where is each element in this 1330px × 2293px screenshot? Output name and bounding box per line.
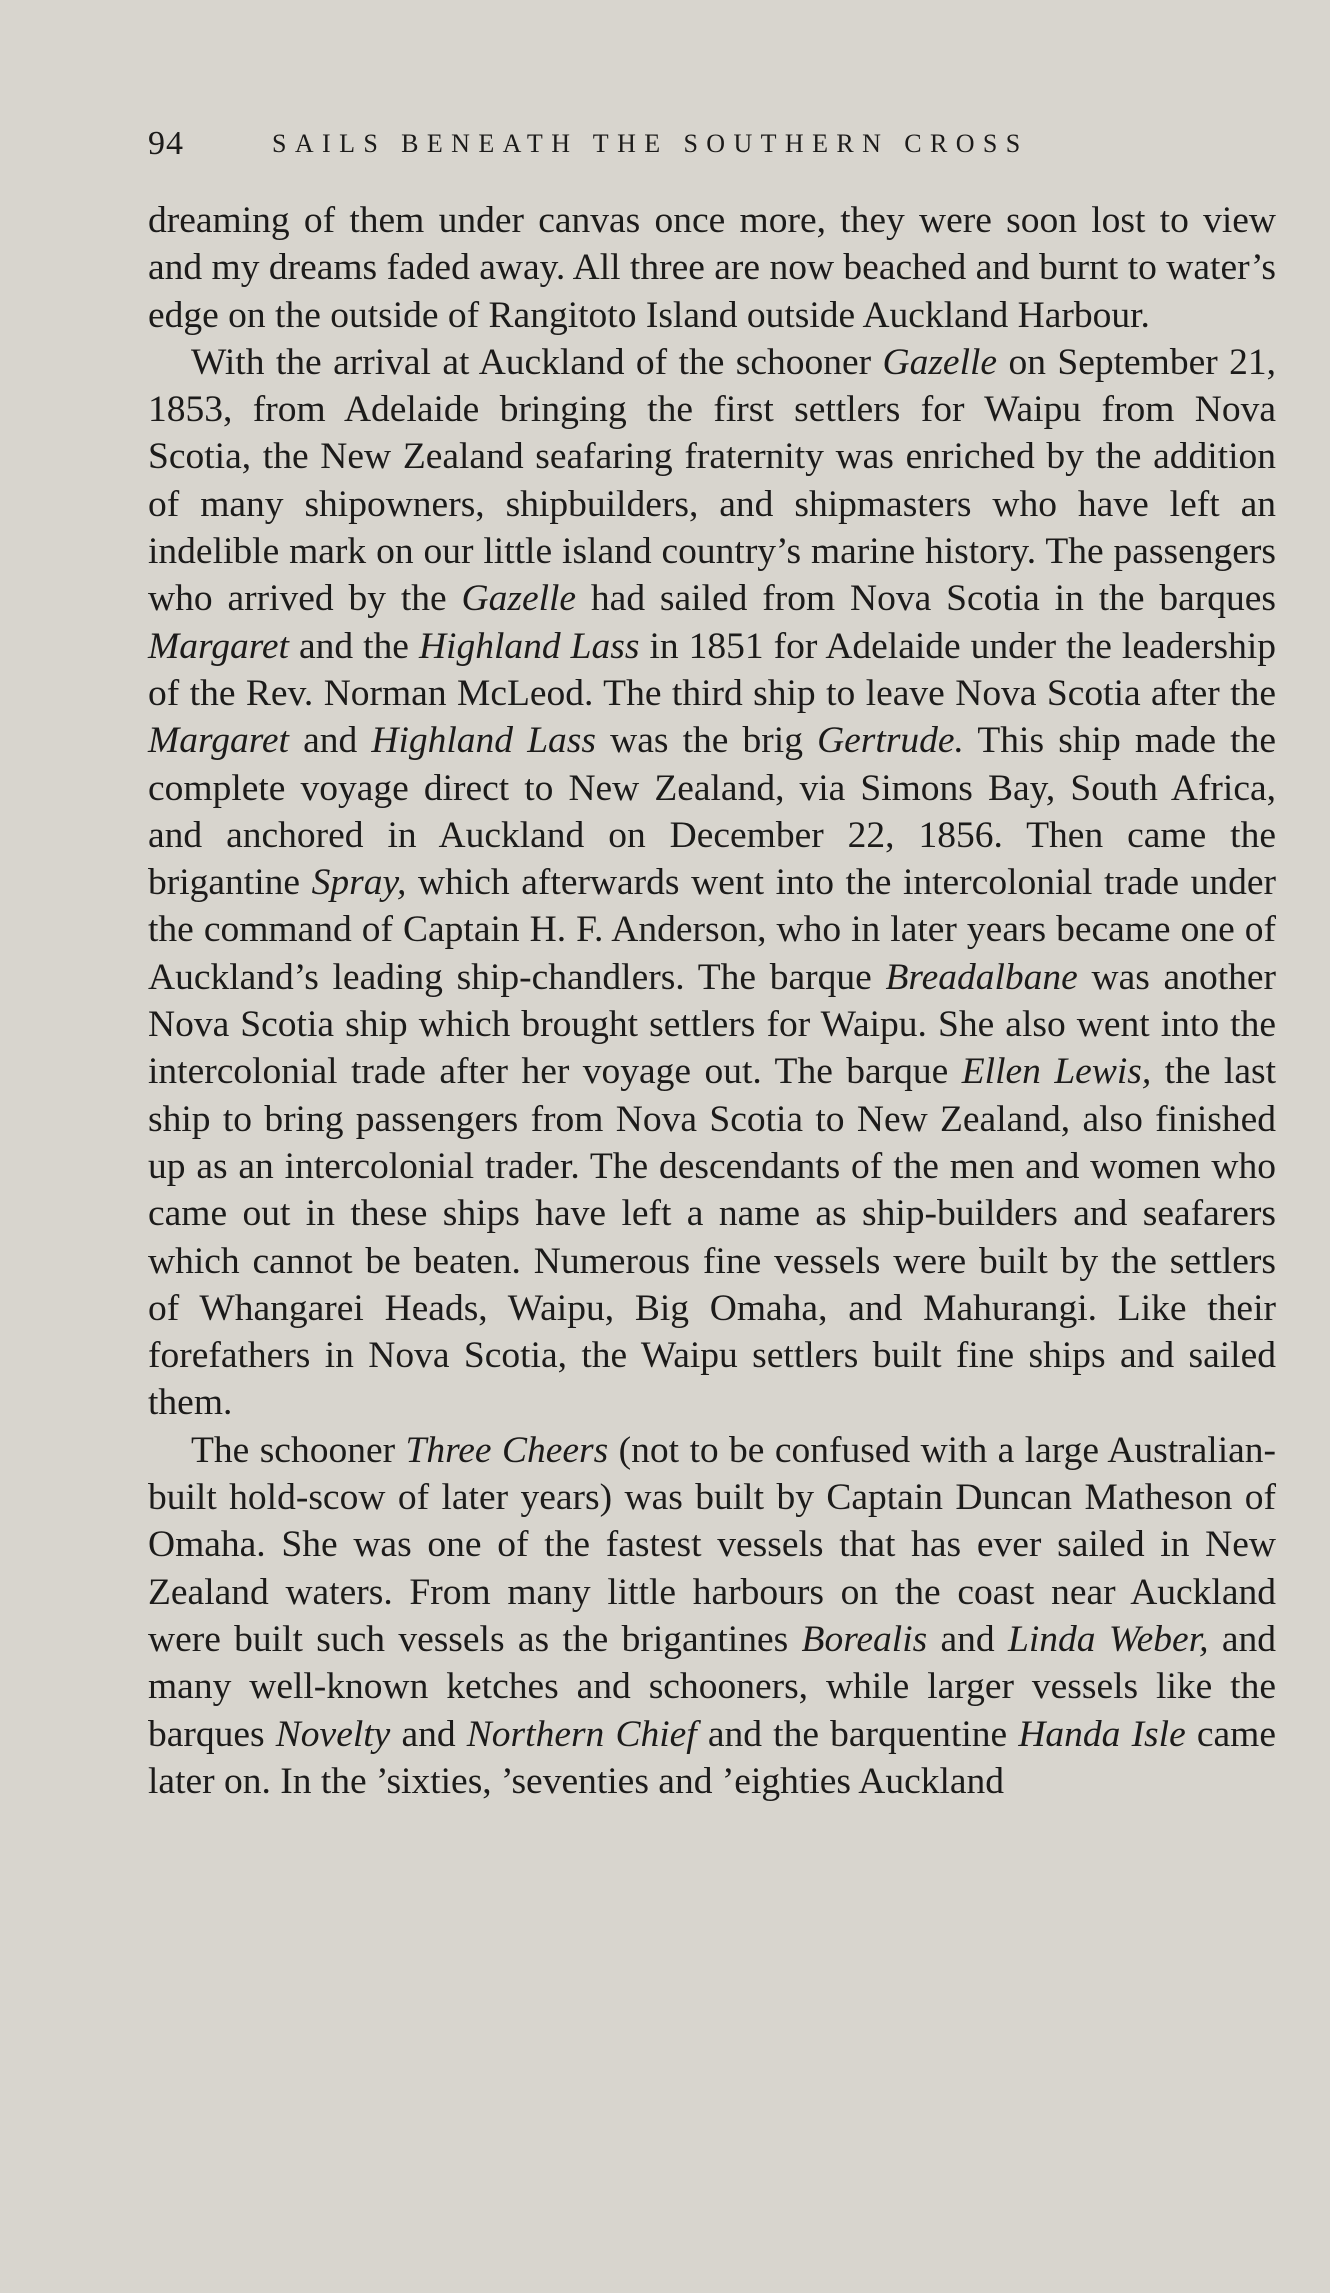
text-run: (not to be confused with a large Australian-built hold-scow of later years) was built by Captain Duncan Matheson of Omaha. She was one of the fastest vessels that has ever sailed in New Zealand waters. From many little harbours on the coast near Auckland were built such vessels as the brigantines (148, 1429, 1277, 1660)
text-run: and many well-known ketches and schooners, while larger vessels like the barques (148, 1618, 1276, 1755)
text-run: was another Nova Scotia ship which brought settlers for Waipu. She also went into the intercolonial trade after her voyage out. The barque (148, 956, 1276, 1093)
ship-name-italic: Handa Isle (1018, 1713, 1186, 1755)
page-number: 94 (148, 125, 184, 162)
text-run: on September 21, 1853, from Adelaide bringing the first settlers for Waipu from Nova Scotia, the New Zealand seafaring fraternity was enriched by the addition of many shipowners, shipbuilders, and shipmasters who have left an indelible mark on our little island country’s marine history. The passengers who arrived by the (148, 341, 1276, 620)
ship-name-italic: Breadalbane (885, 956, 1078, 998)
ship-name-italic: Borealis (801, 1618, 928, 1660)
ship-name-italic: Gazelle (461, 578, 577, 620)
ship-name-italic: Three Cheers (405, 1429, 609, 1471)
text-run: in 1851 for Adelaide under the leadership of the Rev. Norman McLeod. The third ship to leave Nova Scotia after the (148, 625, 1276, 714)
text-run: This ship made the complete voyage direct to New Zealand, via Simons Bay, South Africa, and anchored in Auckland on December 22, 1856. Then came the brigantine (148, 720, 1276, 904)
text-run: The schooner (191, 1429, 406, 1471)
ship-name-italic: Margaret (148, 720, 289, 762)
paragraph (148, 339, 1276, 1427)
text-run: came later on. In the ’sixties, ’seventies and ’eighties Auckland (148, 1713, 1276, 1802)
ship-name-italic: Spray, (311, 862, 407, 904)
ship-name-italic: Highland Lass (418, 625, 640, 667)
ship-name-italic: Gertrude. (817, 720, 964, 762)
ship-name-italic: Gazelle (882, 341, 998, 383)
text-run: which afterwards went into the intercolonial trade under the command of Captain H. F. Anderson, who in later years became one of Auckland’s leading ship-chandlers. The barque (148, 862, 1276, 998)
text-run: and (288, 720, 372, 762)
text-run: dreaming of them under canvas once more, they were soon lost to view and my dreams faded away. All three are now beached and burnt to water’s edge on the outside of Rangitoto Island outside Auckland Harbour. (148, 200, 1276, 336)
text-run: and (390, 1713, 467, 1755)
text-run: the last ship to bring passengers from Nova Scotia to New Zealand, also finished up as an intercolonial trader. The descendants of the men and women who came out in these ships have left a name as ship-builders and seafarers which cannot be beaten. Numerous fine vessels were built by the settlers of Whangarei Heads, Waipu, Big Omaha, and Mahurangi. Like their forefathers in Nova Scotia, the Waipu settlers built fine ships and sailed them. (148, 1051, 1276, 1424)
text-run: and (927, 1618, 1009, 1660)
text-run: With the arrival at Auckland of the schooner (191, 341, 883, 383)
ship-name-italic: Northern Chief (466, 1713, 697, 1755)
ship-name-italic: Highland Lass (371, 720, 596, 762)
text-run: and the barquentine (696, 1713, 1019, 1755)
paragraph (148, 197, 1276, 339)
paragraph (148, 1427, 1276, 1805)
ship-name-italic: Novelty (275, 1713, 391, 1755)
text-run: had sailed from Nova Scotia in the barques (576, 578, 1276, 620)
text-run: was the brig (596, 720, 818, 762)
ship-name-italic: Margaret (148, 625, 289, 667)
ship-name-italic: Ellen Lewis, (961, 1051, 1152, 1093)
running-head (148, 125, 1223, 165)
running-title: SAILS BENEATH THE SOUTHERN CROSS (272, 129, 1029, 158)
ship-name-italic: Linda Weber, (1008, 1618, 1209, 1660)
body-text (148, 197, 1276, 1805)
text-run: and the (288, 625, 419, 667)
